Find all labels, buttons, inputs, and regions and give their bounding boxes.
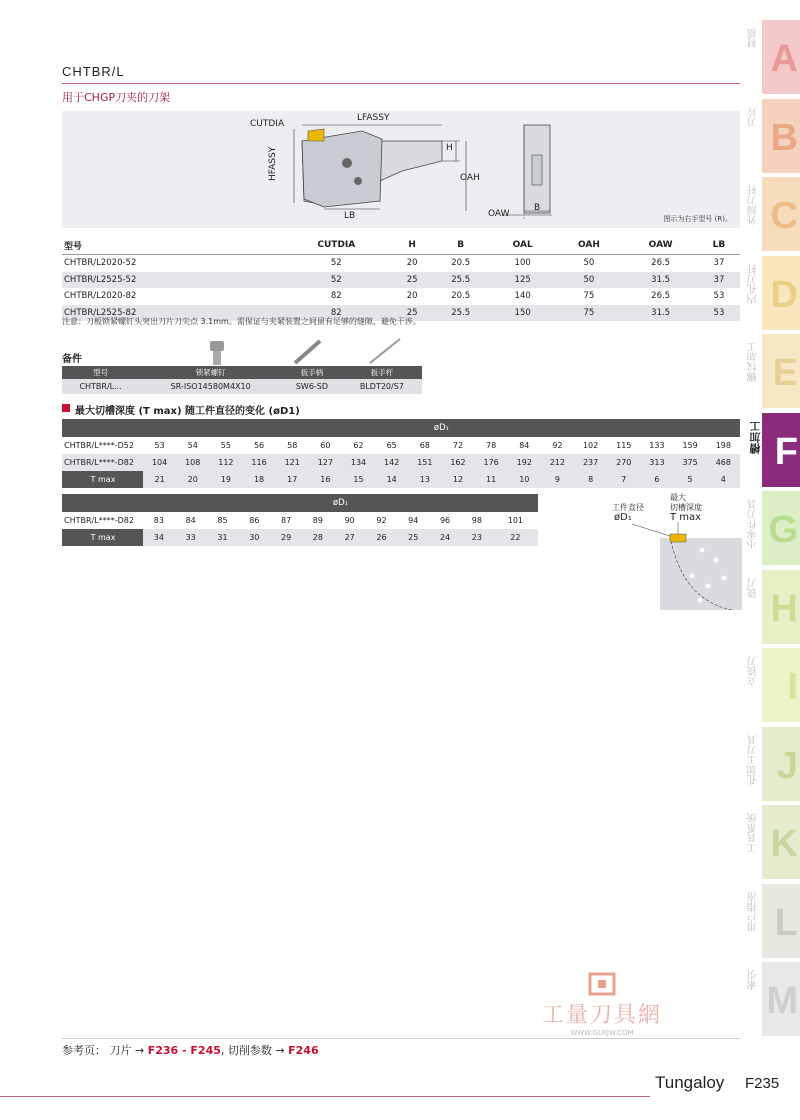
spec-header: 型号 [62, 236, 279, 255]
depth-cell: 92 [366, 512, 398, 529]
depth-cell: 375 [674, 454, 707, 471]
depth-row-label: CHTBR/L****-D82 [62, 454, 143, 471]
spec-table [62, 236, 740, 321]
spec-header: B [431, 236, 491, 255]
tool-drawing-svg [62, 111, 740, 228]
depth-cell: 25 [397, 529, 429, 546]
sidebar-tab-label: 小零件刀具 [748, 499, 759, 549]
spec-cell: 53 [698, 305, 740, 322]
spec-header: H [394, 236, 431, 255]
spec-cell: 20 [406, 258, 418, 269]
screw-icon [210, 341, 224, 365]
depth-cell: 22 [493, 529, 538, 546]
wrench-handle-icon [295, 341, 320, 363]
spec-header: OAW [623, 236, 698, 255]
parts-cell: CHTBR/L... [62, 379, 139, 394]
spec-cell: CHTBR/L2020-82 [64, 291, 137, 302]
depth-cell: 33 [175, 529, 207, 546]
depth-cell: 86 [238, 512, 270, 529]
watermark-url: WWW.GLRJW.COM [570, 1029, 634, 1037]
section-marker [62, 404, 70, 412]
spec-cell: 150 [491, 305, 555, 322]
depth-cell: 27 [334, 529, 366, 546]
footer-divider [62, 1038, 740, 1039]
sidebar-tab-label: 孔加工刀具 [748, 734, 759, 785]
sidebar-tab-letter: H [770, 587, 798, 630]
depth-cell: 10 [508, 471, 541, 488]
spec-cell: 20.5 [451, 291, 471, 302]
depth-cell: 7 [607, 471, 640, 488]
parts-title: 备件 [62, 354, 82, 365]
depth-row-label: CHTBR/L****-D52 [62, 437, 143, 454]
depth-cell: 54 [176, 437, 209, 454]
depth-symbol: T max [670, 512, 702, 523]
depth-cell: 90 [334, 512, 366, 529]
title-divider [62, 83, 740, 84]
depth-cell: 19 [209, 471, 242, 488]
spec-cell: CHTBR/L2020-52 [64, 258, 137, 269]
watermark-brand: 工量刀具網 [541, 1003, 662, 1028]
sidebar-tab-g[interactable] [748, 491, 800, 565]
spec-header: CUTDIA [279, 236, 394, 255]
spec-cell: 26.5 [651, 258, 671, 269]
depth-cell: 98 [461, 512, 493, 529]
parts-cell: SR-ISO14580M4X10 [139, 379, 282, 394]
spec-cell: 20 [406, 291, 418, 302]
sidebar-tab-i[interactable] [748, 648, 800, 722]
footer-ref-end[interactable]: F246 [288, 1044, 319, 1057]
sidebar-tab-letter: K [770, 823, 798, 865]
depth-cell: 6 [640, 471, 673, 488]
sidebar-tab-m[interactable] [748, 962, 800, 1036]
sidebar-tab-letter: G [768, 509, 798, 551]
depth-cell: 112 [209, 454, 242, 471]
depth-cell: 18 [242, 471, 275, 488]
depth-cell: 84 [175, 512, 207, 529]
depth-cell: 192 [508, 454, 541, 471]
sidebar-tab-k[interactable] [748, 805, 800, 879]
sidebar-tab-e[interactable] [748, 334, 800, 408]
depth-cell: 5 [674, 471, 707, 488]
sidebar-tab-letter: E [772, 352, 798, 394]
page-number: F235 [745, 1075, 780, 1092]
sidebar-tab-j[interactable] [748, 727, 800, 801]
sidebar-tab-letter: L [774, 901, 798, 944]
depth-cell: 89 [302, 512, 334, 529]
sidebar-tab-label: 索引 [748, 970, 759, 990]
spec-cell: 31.5 [623, 305, 698, 322]
depth-cell: 142 [375, 454, 408, 471]
spec-row [62, 288, 740, 305]
depth-cell: 21 [143, 471, 176, 488]
depth-cell: 96 [429, 512, 461, 529]
spec-cell: 52 [330, 258, 342, 269]
spec-row [62, 272, 740, 289]
depth-label-2: 切槽深度 [670, 503, 702, 512]
spec-cell: 25 [394, 272, 431, 289]
spec-cell: 50 [554, 272, 623, 289]
depth-cell: 198 [707, 437, 740, 454]
spec-header: OAH [554, 236, 623, 255]
depth-cell: 58 [276, 437, 309, 454]
depth-cell: 13 [408, 471, 441, 488]
depth-cell: 14 [375, 471, 408, 488]
footer-ref-range[interactable]: F236 - F245 [147, 1044, 221, 1057]
sidebar-tab-label: 立铣刀 [748, 656, 759, 686]
depth-row [62, 529, 538, 546]
lfassy-label: LFASSY [357, 113, 390, 123]
depth-row [62, 512, 538, 529]
depth-cell: 31 [207, 529, 239, 546]
depth-table-2-header: øD₁ [143, 494, 538, 512]
depth-row-label: T max [62, 471, 143, 488]
depth-cell: 133 [640, 437, 673, 454]
page-subtitle: 用于CHGP刀夹的刀架 [62, 91, 171, 104]
depth-table-1-header: øD₁ [143, 419, 740, 437]
footer-ref-prefix: 参考页： 刀片 → [62, 1044, 145, 1057]
depth-cell: 115 [607, 437, 640, 454]
bottom-rule [0, 1096, 650, 1097]
brand-name: Tungaloy [655, 1073, 725, 1092]
spec-cell: 37 [698, 272, 740, 289]
depth-cell: 134 [342, 454, 375, 471]
depth-cell: 11 [475, 471, 508, 488]
sidebar-tab-l[interactable] [748, 884, 800, 958]
depth-diagram [612, 490, 742, 610]
sidebar-tab-label: 铣刀 [748, 577, 759, 598]
spec-cell: 125 [491, 272, 555, 289]
spec-cell: 82 [279, 305, 394, 322]
depth-cell: 4 [707, 471, 740, 488]
depth-cell: 34 [143, 529, 175, 546]
sidebar-tab-label: 刀片 [748, 106, 759, 127]
spec-header: LB [698, 236, 740, 255]
depth-cell: 9 [541, 471, 574, 488]
footer-ref-mid: , 切削参数 → [220, 1044, 285, 1057]
sidebar-tab-d[interactable] [748, 256, 800, 330]
spec-cell: 37 [713, 258, 725, 269]
depth-cell: 313 [640, 454, 673, 471]
depth-cell: 101 [493, 512, 538, 529]
spec-cell: CHTBR/L2525-82 [62, 305, 279, 322]
spec-cell: 50 [583, 258, 595, 269]
depth-label-1: 最大 [670, 493, 686, 502]
sidebar-tab-label: 螺纹加工 [748, 342, 759, 382]
depth-cell: 30 [238, 529, 270, 546]
depth-cell: 78 [475, 437, 508, 454]
depth-cell: 83 [143, 512, 175, 529]
depth-cell: 102 [574, 437, 607, 454]
depth-row [62, 454, 740, 471]
sidebar-tab-letter: D [770, 273, 798, 316]
spec-header-row [62, 236, 740, 255]
parts-cell: BLDT20/S7 [342, 379, 422, 394]
spec-cell: 75 [583, 291, 595, 302]
lb-label: LB [344, 211, 356, 221]
sidebar-tab-label: 外圆刀杆 [748, 185, 759, 225]
spec-footnote: 注意：刀板锁紧螺钉头突出刀片刀尖点 3.1mm。需保证与夹紧装置之间留有足够的缝隙，避免干涉。 [62, 317, 421, 326]
depth-cell: 24 [429, 529, 461, 546]
h-label: H [446, 143, 453, 153]
depth-cell: 20 [176, 471, 209, 488]
sidebar-tab-letter: A [770, 38, 798, 80]
depth-cell: 55 [209, 437, 242, 454]
tool-drawing [62, 111, 740, 228]
depth-cell: 15 [342, 471, 375, 488]
depth-row-label: CHTBR/L****-D82 [62, 512, 143, 529]
wrench-bit-icon [370, 339, 400, 363]
spec-cell: 25.5 [431, 272, 491, 289]
depth-cell: 127 [309, 454, 342, 471]
sidebar-tab-letter: C [770, 195, 798, 237]
depth-table-1 [62, 419, 740, 488]
spec-row [62, 255, 740, 272]
depth-cell: 29 [270, 529, 302, 546]
spec-cell: 82 [330, 291, 342, 302]
page-title: CHTBR/L [62, 64, 125, 79]
parts-header: 扳手杆 [342, 366, 422, 379]
spec-cell: 31.5 [623, 272, 698, 289]
sidebar-tab-label: 内孔刀杆 [748, 263, 759, 304]
depth-cell: 151 [408, 454, 441, 471]
oah-label: OAH [460, 173, 480, 183]
depth-cell: 12 [441, 471, 474, 488]
depth-cell: 108 [176, 454, 209, 471]
sidebar-tab-label: 工具系统 [748, 813, 759, 853]
depth-diagram-svg [612, 490, 742, 610]
depth-cell: 16 [309, 471, 342, 488]
depth-cell: 68 [408, 437, 441, 454]
b-label: B [534, 203, 541, 213]
cutdia-label: CUTDIA [250, 119, 285, 129]
diameter-symbol: øD₁ [614, 512, 632, 523]
depth-row [62, 437, 740, 454]
parts-table [62, 366, 422, 394]
spec-cell: CHTBR/L2525-52 [62, 272, 279, 289]
depth-cell: 60 [309, 437, 342, 454]
depth-cell: 8 [574, 471, 607, 488]
watermark [536, 972, 668, 1037]
depth-cell: 84 [508, 437, 541, 454]
depth-cell: 121 [276, 454, 309, 471]
depth-section-title: 最大切槽深度 (T max) 随工件直径的变化 (øD1) [75, 406, 300, 417]
spec-cell: 75 [554, 305, 623, 322]
spec-cell: 100 [514, 258, 531, 269]
spec-cell: 26.5 [651, 291, 671, 302]
drawing-note: 图示为右手型号 (R)。 [663, 215, 732, 223]
depth-cell: 159 [674, 437, 707, 454]
depth-cell: 65 [375, 437, 408, 454]
depth-cell: 85 [207, 512, 239, 529]
depth-cell: 17 [276, 471, 309, 488]
sidebar-tab-a[interactable] [748, 20, 800, 94]
depth-cell: 162 [441, 454, 474, 471]
spec-cell: 25 [394, 305, 431, 322]
spec-cell: 53 [713, 291, 725, 302]
spec-cell: 52 [279, 272, 394, 289]
depth-cell: 26 [366, 529, 398, 546]
depth-cell: 56 [242, 437, 275, 454]
depth-cell: 104 [143, 454, 176, 471]
depth-cell: 212 [541, 454, 574, 471]
diameter-label: 工件直径 [612, 503, 644, 512]
sidebar-tab-h[interactable] [748, 570, 800, 644]
sidebar-tab-c[interactable] [748, 177, 800, 251]
parts-header: 锁紧螺钉 [139, 366, 282, 379]
sidebar-tab-label: 槽加工 [749, 420, 762, 454]
sidebar-tab-letter: I [787, 666, 798, 708]
sidebar-tab-letter: M [766, 980, 798, 1022]
sidebar-tab-letter: J [776, 744, 798, 787]
depth-cell: 270 [607, 454, 640, 471]
spec-cell: 140 [514, 291, 531, 302]
sidebar-tab-label: 用户指南 [748, 891, 759, 932]
depth-cell: 237 [574, 454, 607, 471]
depth-cell: 116 [242, 454, 275, 471]
footer-reference [62, 1042, 319, 1058]
sidebar-tab-label: 材质 [748, 28, 759, 48]
depth-cell: 87 [270, 512, 302, 529]
parts-header: 型号 [62, 366, 139, 379]
parts-icons [200, 337, 420, 367]
parts-cell: SW6-SD [282, 379, 342, 394]
depth-cell: 176 [475, 454, 508, 471]
spec-cell: 20.5 [451, 258, 471, 269]
depth-cell: 23 [461, 529, 493, 546]
parts-header: 扳手柄 [282, 366, 342, 379]
sidebar-tab-b[interactable] [748, 99, 800, 173]
depth-table-2 [62, 494, 538, 546]
depth-cell: 53 [143, 437, 176, 454]
sidebar-tab-f[interactable] [749, 413, 800, 487]
depth-cell: 92 [541, 437, 574, 454]
depth-cell: 28 [302, 529, 334, 546]
spec-header: OAL [491, 236, 555, 255]
hfassy-label: HFASSY [268, 146, 278, 181]
spec-cell: 25.5 [431, 305, 491, 322]
depth-cell: 94 [397, 512, 429, 529]
sidebar-tab-letter: B [770, 116, 798, 159]
depth-cell: 72 [441, 437, 474, 454]
sidebar-tab-letter: F [774, 430, 798, 473]
oaw-label: OAW [488, 209, 510, 219]
depth-cell: 468 [707, 454, 740, 471]
watermark-logo-icon [588, 972, 616, 996]
depth-row-label: T max [62, 529, 143, 546]
depth-row [62, 471, 740, 488]
depth-cell: 62 [342, 437, 375, 454]
